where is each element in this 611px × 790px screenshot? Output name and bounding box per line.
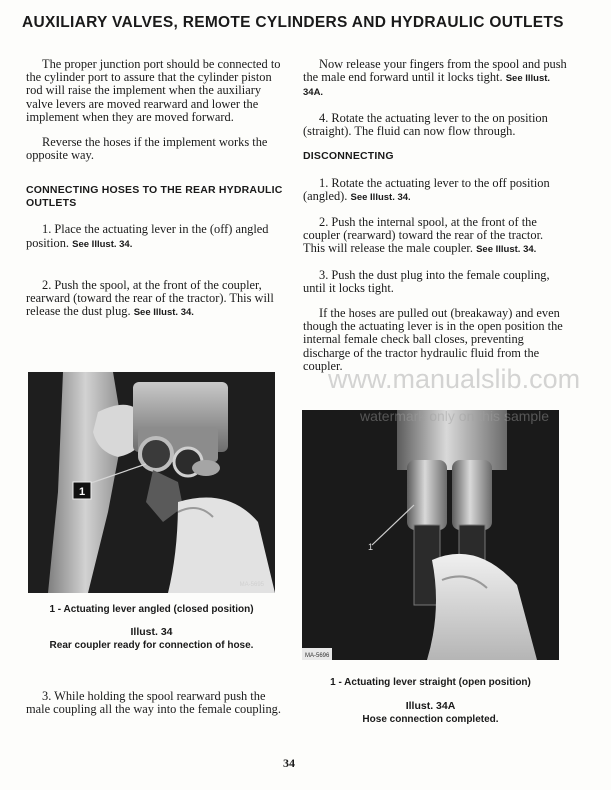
figure-34-photo xyxy=(28,372,275,593)
left-column xyxy=(26,58,284,319)
figure-34-label: Illust. 34 xyxy=(130,626,173,638)
watermark-notice: watermark only on this sample xyxy=(360,408,550,424)
hose-photo-illustration xyxy=(302,410,559,660)
breakaway-paragraph: If the hoses are pulled out (breakaway) and even though the actuating lever is in the open position the internal female check ball closes, preventing discharge of the tractor hydraulic fluid from the coupler. xyxy=(303,305,563,373)
photo-code: MA-5696 xyxy=(305,653,330,659)
callout-number: 1 xyxy=(368,542,374,552)
connect-step-3: 3. While holding the spool rearward push the male coupling all the way into the female coupling. xyxy=(26,689,281,717)
disconnect-step-1: 1. Rotate the actuating lever to the off position (angled). See Illust. 34. xyxy=(303,175,550,203)
illust-ref: See Illust. 34A. xyxy=(303,73,551,99)
coupler-photo-illustration xyxy=(28,372,275,593)
figure-34a-photo xyxy=(302,410,559,660)
right-column xyxy=(303,58,567,373)
release-spool-paragraph: Now release your fingers from the spool and push the male end forward until it locks tight. See Illust. 34A. xyxy=(303,57,567,99)
section-heading-connecting: CONNECTING HOSES TO THE REAR HYDRAULIC OUTLETS xyxy=(26,184,283,209)
disconnect-step-3: 3. Push the dust plug into the female coupling, until it locks tight. xyxy=(303,267,550,295)
reverse-hoses-paragraph: Reverse the hoses if the implement works the opposite way. xyxy=(26,135,268,163)
section-heading-disconnecting: DISCONNECTING xyxy=(303,150,394,163)
connect-step-3-wrap xyxy=(26,690,284,716)
illust-ref: See Illust. 34. xyxy=(476,244,537,256)
connect-step-1: 1. Place the actuating lever in the (off) angled position. See Illust. 34. xyxy=(26,222,269,250)
figure-34a-caption: Hose connection completed. xyxy=(362,714,499,725)
figure-34a-label: Illust. 34A xyxy=(405,700,456,712)
photo-code: MA-5695 xyxy=(239,582,264,588)
figure-34a-legend: 1 - Actuating lever straight (open position) xyxy=(330,677,531,688)
intro-paragraph: The proper junction port should be connected to the cylinder port to assure that the cylinder piston rod will raise the implement when the auxiliary valve levers are moved rearward and lower the implement when they are moved forward. xyxy=(26,57,281,124)
figure-34-caption: Rear coupler ready for connection of hose. xyxy=(49,640,254,651)
disconnect-step-2: 2. Push the internal spool, at the front of the coupler (rearward) toward the rear of the tractor. This will release the male coupler. See Illust. 34. xyxy=(303,214,544,256)
connect-step-2: 2. Push the spool, at the front of the coupler, rearward (toward the rear of the tractor). This will release the dust plug. See Illust. 34. xyxy=(26,277,274,319)
page-title: AUXILIARY VALVES, REMOTE CYLINDERS AND HYDRAULIC OUTLETS xyxy=(22,14,564,31)
illust-ref: See Illust. 34. xyxy=(133,307,194,319)
callout-number: 1 xyxy=(78,486,86,498)
connect-step-4: 4. Rotate the actuating lever to the on position (straight). The fluid can now flow through. xyxy=(303,110,548,138)
illust-ref: See Illust. 34. xyxy=(72,238,133,250)
page-number: 34 xyxy=(283,756,295,770)
watermark-site: www.manualslib.com xyxy=(328,364,581,394)
illust-ref: See Illust. 34. xyxy=(350,191,411,203)
figure-34-legend: 1 - Actuating lever angled (closed position) xyxy=(49,604,254,615)
